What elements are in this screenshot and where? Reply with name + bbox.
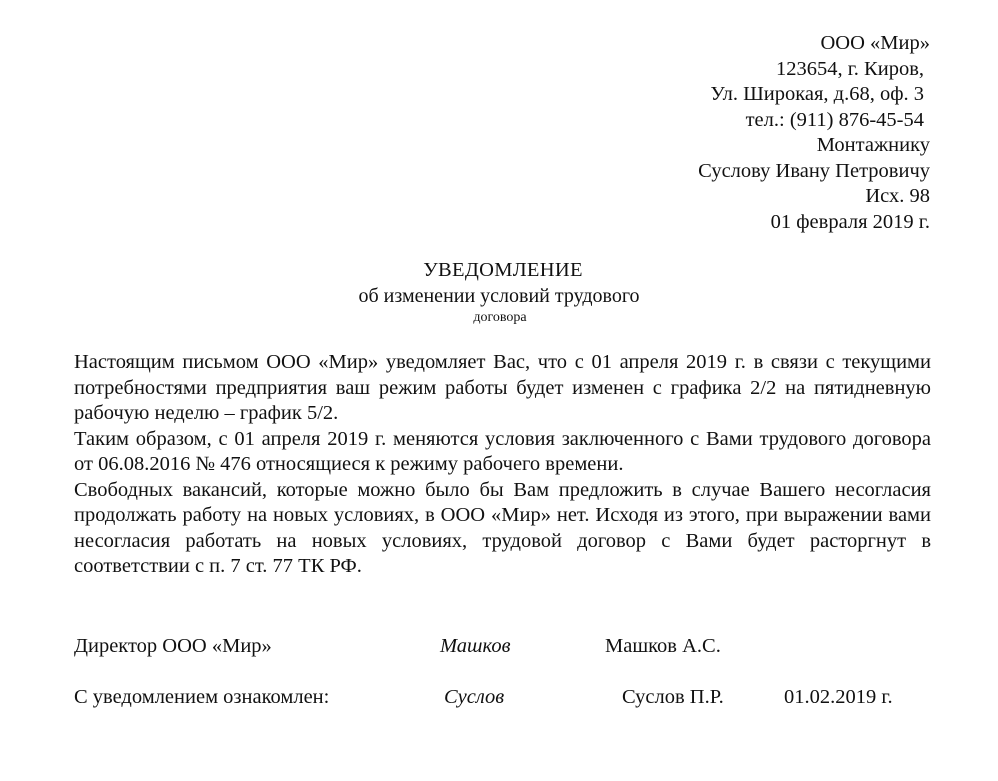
acknowledgement-label: С уведомлением ознакомлен: <box>74 686 330 708</box>
sender-phone: тел.: (911) 876-45-54 <box>745 108 924 131</box>
director-signature: Машков <box>440 635 511 657</box>
recipient-position: Монтажнику <box>816 134 930 156</box>
sender-address-city: 123654, г. Киров, <box>775 57 924 80</box>
director-signature-row <box>0 634 998 660</box>
sender-company: ООО «Мир» <box>820 32 930 54</box>
document-title: УВЕДОМЛЕНИЕ <box>423 259 583 281</box>
body-paragraph: Настоящим письмом ООО «Мир» уведомляет Вас, что с 01 апреля 2019 г. в связи с текущими потребностями предприятия ваш режим работы будет изменен с графика 2/2 на пятидневную рабочую неделю – график 5/2. <box>74 351 931 424</box>
body-paragraph: Свободных вакансий, которые можно было бы Вам предложить в случае Вашего несогласия продолжать работу на новых условиях, в ООО «Мир» нет. Исходя из этого, при выражении вами несогласия работать на новых условиях, трудовой договор с Вами будет расторгнут в соответствии с п. 7 ст. 77 ТК РФ. <box>74 478 931 577</box>
employee-name: Суслов П.Р. <box>622 686 724 708</box>
document-body <box>74 350 931 580</box>
document-subtitle-line2: договора <box>473 309 527 325</box>
outgoing-number: Исх. 98 <box>865 185 930 207</box>
recipient-name: Суслову Ивану Петровичу <box>698 159 930 182</box>
acknowledgement-date: 01.02.2019 г. <box>784 686 893 708</box>
document-date: 01 февраля 2019 г. <box>770 210 930 233</box>
sender-address-street: Ул. Широкая, д.68, оф. 3 <box>710 83 924 105</box>
acknowledgement-row <box>0 685 998 711</box>
director-name: Машков А.С. <box>605 635 721 657</box>
employee-signature: Суслов <box>444 686 505 708</box>
body-paragraph: Таким образом, с 01 апреля 2019 г. меняются условия заключенного с Вами трудового договора от 06.08.2016 № 476 относящиеся к режиму рабочего времени. <box>74 427 931 475</box>
document-subtitle-line1: об изменении условий трудового <box>358 284 640 307</box>
director-label: Директор ООО «Мир» <box>74 635 272 657</box>
sender-recipient-block <box>698 31 930 235</box>
document-title-block <box>0 258 998 326</box>
